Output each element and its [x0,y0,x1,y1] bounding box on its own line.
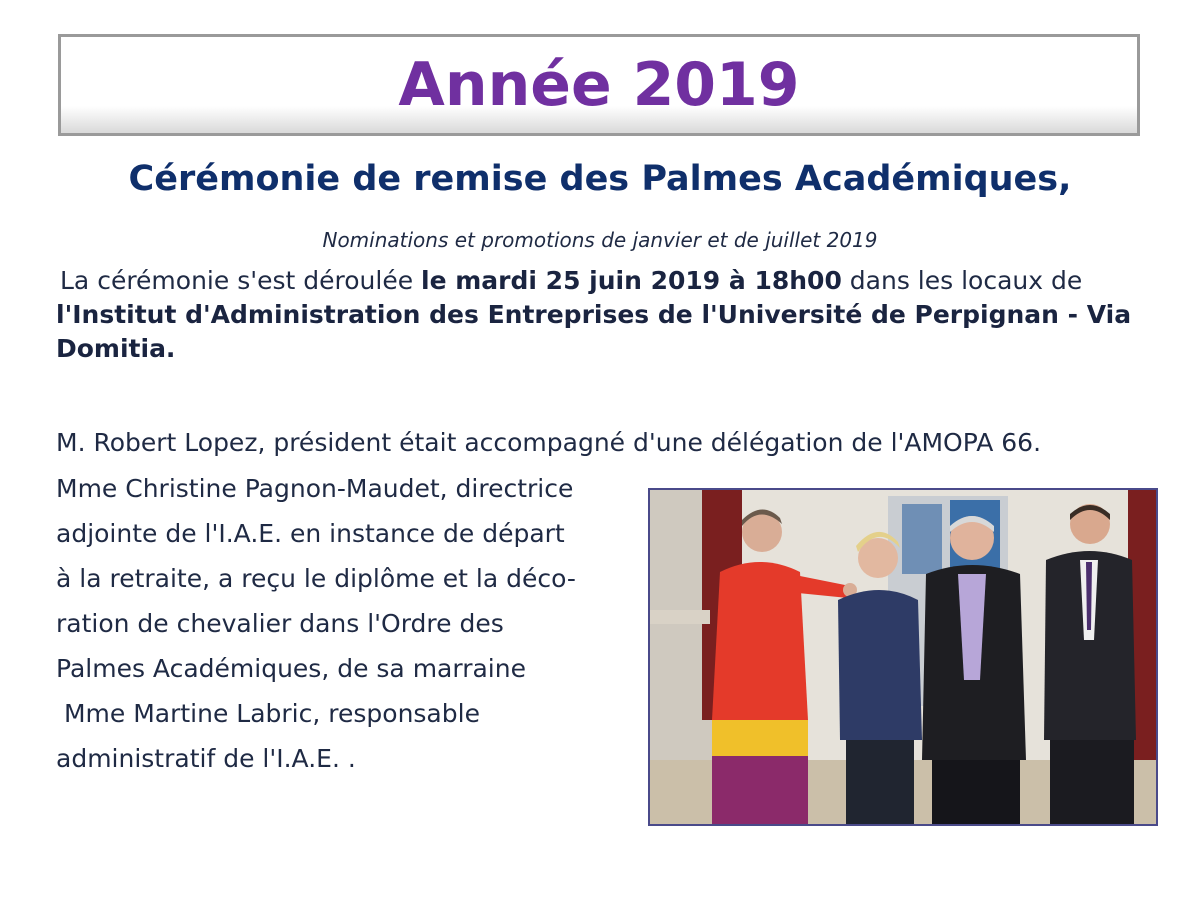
intro-text-start: La cérémonie s'est déroulée [60,266,422,295]
description-line: administratif de l'I.A.E. . [56,744,356,773]
description-line: Palmes Académiques, de sa marraine [56,654,526,683]
photo-table [650,610,710,624]
intro-paragraph [56,264,1156,366]
intro-text-end: dans les locaux de [841,266,1083,295]
description-line: Mme Christine Pagnon-Maudet, directrice [56,474,574,503]
intro-line-1 [56,264,1156,298]
institution-name-line2: Domitia. [56,334,176,363]
description-paragraph [56,466,636,781]
ceremony-photo-illustration [650,490,1156,824]
ceremony-photo [648,488,1158,826]
intro-line-2 [56,298,1156,332]
ceremony-heading: Cérémonie de remise des Palmes Académiques, [128,159,1072,199]
president-line: M. Robert Lopez, président était accompagné d'une délégation de l'AMOPA 66. [56,428,1042,457]
description-line: Mme Martine Labric, responsable [56,699,480,728]
institution-name-line1: l'Institut d'Administration des Entreprises de l'Université de Perpignan - Via [56,300,1132,329]
title-banner [58,34,1140,136]
description-line: à la retraite, a reçu le diplôme et la déco- [56,564,576,593]
ceremony-tagline: Nominations et promotions de janvier et de juillet 2019 [322,228,878,252]
description-line: ration de chevalier dans l'Ordre des [56,609,504,638]
description-line: adjointe de l'I.A.E. en instance de départ [56,519,565,548]
banner-title: Année 2019 [398,50,800,120]
intro-line-3 [56,332,1156,366]
ceremony-date: le mardi 25 juin 2019 à 18h00 [421,266,842,295]
